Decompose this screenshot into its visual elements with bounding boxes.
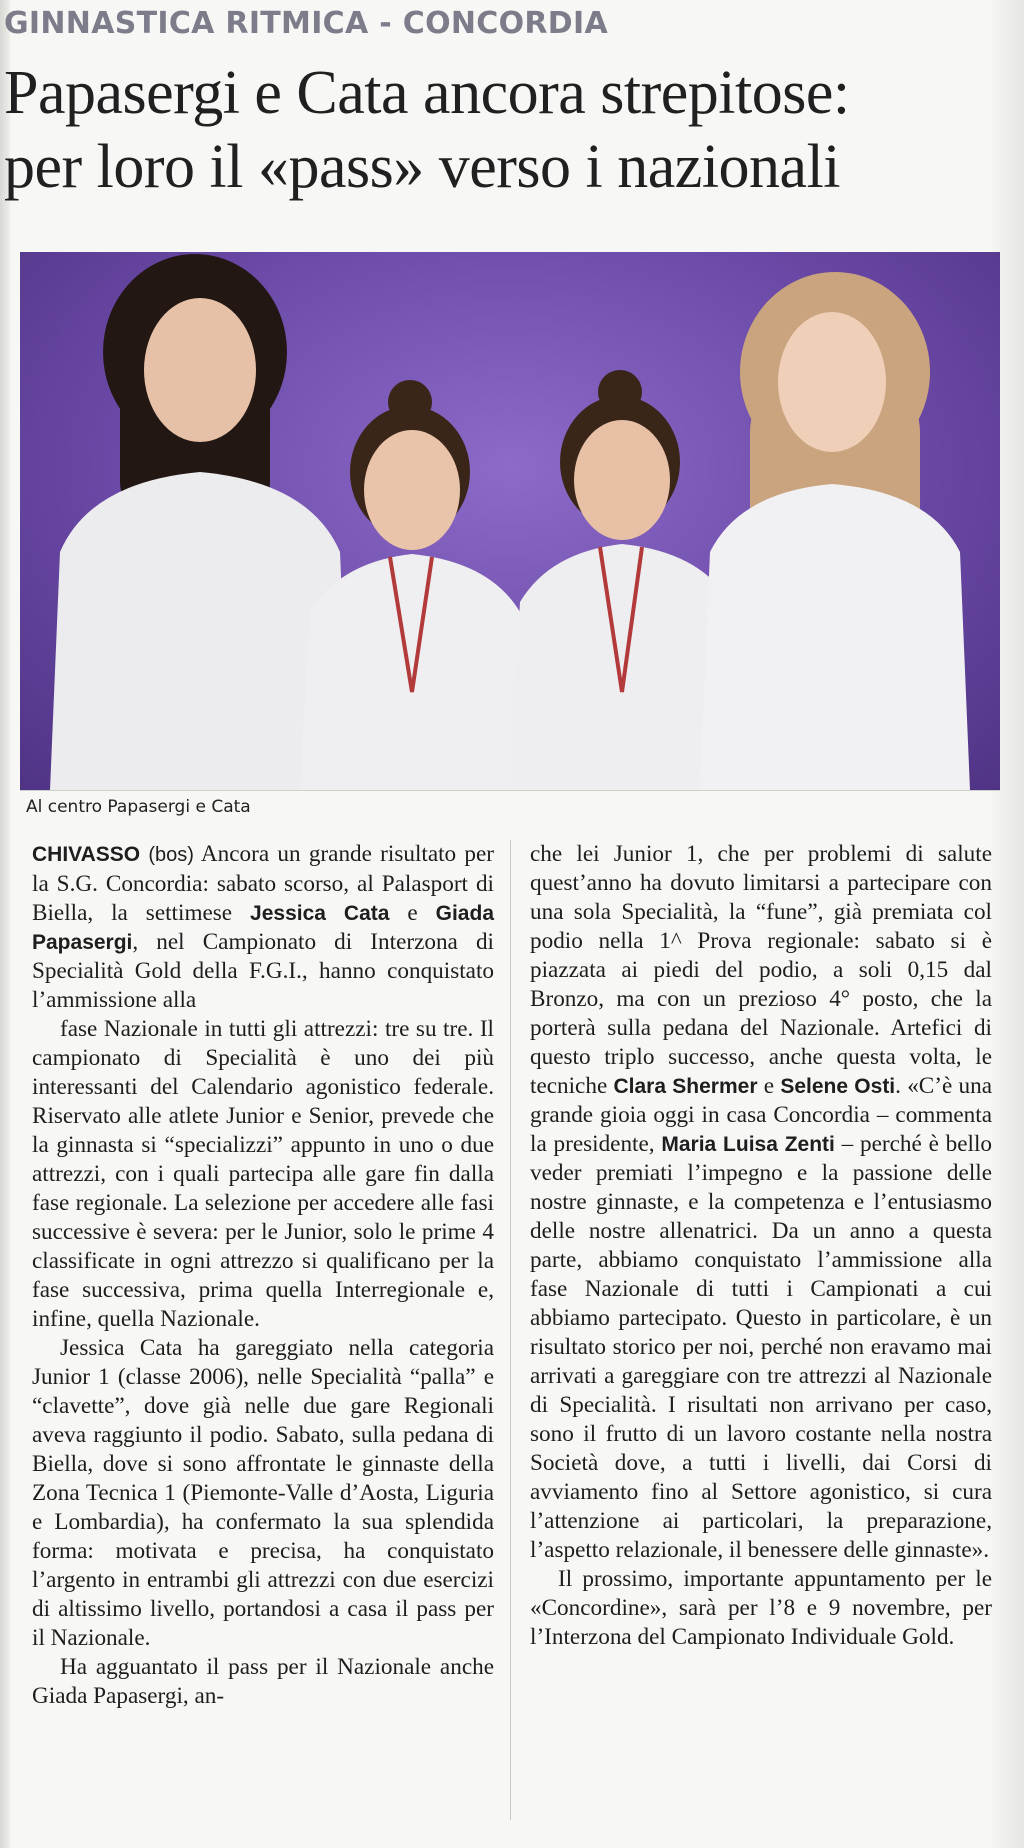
article-column-left (32, 840, 494, 1711)
article-paragraph-5 (530, 840, 992, 1565)
adjacent-column-edge (0, 0, 10, 1848)
article-paragraph-3: Jessica Cata ha gareggiato nella categoria Junior 1 (classe 2006), nelle Specialità “palla” e “clavette”, dove già nelle due gare Regionali aveva raggiunto il podio. Sabato, sulla pedana di Biella, dove si sono affrontate le ginnaste della Zona Tecnica 1 (Piemonte-Valle d’Aosta, Liguria e Lombardia), ha confermato la sua splendida forma: motivata e precisa, ha conquistato l’argento in entrambi gli attrezzi con due esercizi di altissimo livello, portandosi a casa il pass per il Nazionale. (32, 1335, 494, 1651)
lead-text-2: , nel Campionato di Interzona di Specialità Gold della F.G.I., hanno conquistato l’ammissione alla (32, 929, 494, 1013)
paragraph-5-text-a: che lei Junior 1, che per problemi di salute quest’anno ha dovuto limitarsi a partecipare con una sola Specialità, la “fune”, già premiata col podio nella 1^ Prova regionale: sabato si è piazzata ai piedi del podio, a soli 0,15 dal Bronzo, ma con un prezioso 4° posto, che la porterà sulla pedana del Nazionale. Artefici di questo triplo successo, anche questa volta, le tecniche (530, 841, 992, 1099)
article-column-right (530, 840, 992, 1652)
photo-person-2 (300, 380, 525, 790)
headline (4, 56, 994, 204)
team-photo (20, 252, 1000, 790)
conjunction-2: e (757, 1073, 781, 1099)
lead-text: Ancora un grande risultato per la S.G. Concordia: sabato scorso, al Palasport di Biella, la settimese (32, 841, 494, 926)
coach-name-clara: Clara Shermer (613, 1075, 758, 1098)
president-name: Maria Luisa Zenti (661, 1133, 835, 1156)
photo-caption: Al centro Papasergi e Cata (26, 797, 251, 817)
byline: (bos) (148, 844, 194, 866)
dateline: CHIVASSO (32, 843, 141, 866)
coach-name-selene: Selene Osti (780, 1075, 896, 1098)
headline-line-1: Papasergi e Cata ancora strepitose: (4, 59, 850, 127)
photo-bottom-rule (20, 790, 1000, 791)
article-paragraph-4: Ha agguantato il pass per il Nazionale anche Giada Papasergi, an- (32, 1654, 494, 1709)
article-paragraph-2: fase Nazionale in tutti gli attrezzi: tre su tre. Il campionato di Specialità è uno dei più interessanti del Calendario agonistico federale. Riservato alle atlete Junior e Senior, prevede che la ginnasta si “specializzi” appunto in uno o due attrezzi, con i quali partecipa alle gare fin dalla fase regionale. La selezione per accedere alle fasi successive è severa: per le Junior, solo le prime 4 classificate in ogni attrezzo si qualificano per la fase successiva, prima quella Interregionale e, infine, quella Nazionale. (32, 1016, 494, 1332)
headline-line-2: per loro il «pass» verso i nazionali (4, 133, 841, 201)
article-paragraph-1 (32, 840, 494, 1015)
section-label: GINNASTICA RITMICA - CONCORDIA (4, 6, 608, 41)
conjunction-1: e (389, 900, 436, 926)
athlete-name-jessica: Jessica Cata (250, 902, 390, 925)
photo-person-3 (510, 370, 735, 790)
athlete-name-giada: Giada Papasergi (32, 902, 494, 954)
article-paragraph-6: Il prossimo, importante appuntamento per le «Concordine», sarà per l’8 e 9 novembre, per l’Interzona del Campionato Individuale Gold. (530, 1566, 992, 1650)
column-divider (510, 840, 511, 1820)
photo-person-4 (700, 272, 970, 790)
paragraph-5-text-b: . «C’è una grande gioia oggi in casa Concordia – commenta la presidente, (530, 1073, 992, 1157)
team-photo-illustration (20, 252, 1000, 790)
paragraph-5-text-c: – perché è bello veder premiati l’impegno e la passione delle nostre ginnaste, e la competenza e l’entusiasmo delle nostre allenatrici. Da un anno a questa parte, abbiamo conquistato l’ammissione alla fase Nazionale di tutti i Campionati a cui abbiamo partecipato. Questo in particolare, è un risultato storico per noi, perché non eravamo mai arrivati a gareggiare con tre attrezzi al Nazionale di Specialità. I risultati non arrivano per caso, sono il frutto di un lavoro costante nella nostra Società dove, a tutti i livelli, dai Corsi di avviamento fino al Settore agonistico, si cura l’attenzione ai particolari, la preparazione, l’aspetto relazionale, il benessere delle ginnaste». (530, 1131, 992, 1563)
